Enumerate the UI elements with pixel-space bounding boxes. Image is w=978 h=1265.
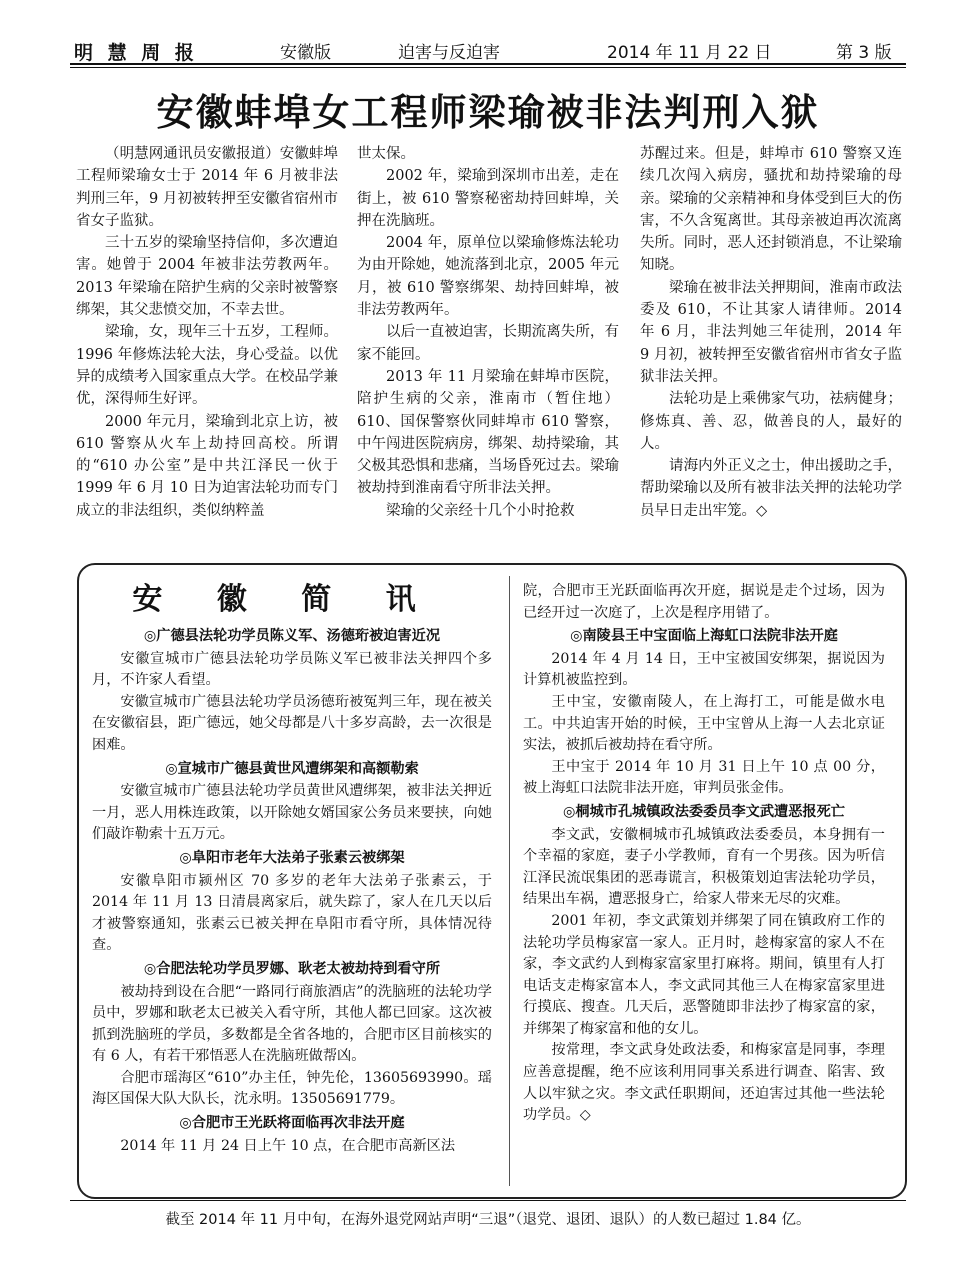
briefs-right-column	[523, 581, 885, 1127]
article-paragraph: 请海内外正义之士，伸出援助之手，帮助梁瑜以及所有被非法关押的法轮功学员早日走出牢笼。◇	[640, 458, 902, 519]
page-number: 第 3 版	[836, 43, 892, 63]
edition-label: 安徽版	[280, 43, 331, 63]
brief-paragraph: 2014 年 11 月 24 日上午 10 点，在合肥市高新区法	[120, 1137, 456, 1154]
brief-paragraph: 2001 年初，李文武策划并绑架了同在镇政府工作的法轮功学员梅家富一家人。正月时，趁梅家富的家人不在家，李文武约人到梅家富家里打麻将。期间，镇里有人打电话支走梅家富本人，李文武同其他三人在梅家富家里进行摸底、搜查。几天后，恶警随即非法抄了梅家富的家，并绑架了梅家富和他的女儿。	[523, 912, 885, 1037]
brief-paragraph: 安徽宣城市广德县法轮功学员陈义军已被非法关押四个多月，不许家人看望。	[92, 650, 492, 689]
brief-headline: ◎桐城市孔城镇政法委委员李文武遭恶报死亡	[563, 803, 845, 820]
article-paragraph: 世太保。	[357, 146, 415, 162]
brief-headline: ◎合肥法轮功学员罗娜、耿老太被劫持到看守所	[143, 960, 441, 977]
article-column-1	[76, 143, 338, 522]
masthead: 明 慧 周 报	[74, 42, 198, 64]
brief-headline: ◎阜阳市老年大法弟子张素云被绑架	[179, 849, 405, 866]
brief-paragraph: 被劫持到设在合肥“一路同行商旅酒店”的洗脑班的法轮功学员中，罗娜和耿老太已被关入看守所，其他人都已回家。这次被抓到洗脑班的学员，多数都是全省各地的，合肥市区目前核实的有 6 人，有若干邪悟恶人在洗脑班做帮凶。	[92, 983, 492, 1065]
brief-paragraph: 院，合肥市王光跃面临再次开庭，据说是走个过场，因为已经开过一次庭了，上次是程序用错了。	[523, 583, 885, 621]
header-rule-thin	[70, 67, 906, 68]
article-paragraph: 梁瑜在被非法关押期间，淮南市政法委及 610，不让其家人请律师。2014 年 6 月，非法判她三年徒刑，2014 年 9 月初，被转押至安徽省宿州市省女子监狱非法关押。	[640, 279, 902, 385]
brief-headline: ◎广德县法轮功学员陈义军、汤德珩被迫害近况	[143, 628, 441, 644]
brief-paragraph: 按常理，李文武身处政法委，和梅家富是同事，李理应善意提醒，绝不应该利用同事关系进行调查、陷害、致人以牢狱之灾。李文武任职期间，还迫害过其他一些法轮功学员。◇	[523, 1042, 885, 1124]
footer-rule	[70, 1200, 906, 1201]
briefs-title: 安 徽 简 讯	[132, 582, 438, 617]
brief-headline: ◎宣城市广德县黄世风遭绑架和高额勒索	[165, 760, 419, 777]
briefs-left-column	[92, 624, 492, 1157]
brief-headline: ◎南陵县王中宝面临上海虹口法院非法开庭	[570, 628, 838, 645]
article-paragraph: 2013 年 11 月梁瑜在蚌埠市医院，陪护生病的父亲，淮南市（暂住地）610、国保警察伙同蚌埠市 610 警察，中午闯进医院病房，绑架、劫持梁瑜，其父极其恐惧和悲痛，当场昏死过去。梁瑜被劫持到淮南看守所非法关押。	[357, 368, 619, 497]
article-paragraph: 法轮功是上乘佛家气功，祛病健身；修炼真、善、忍，做善良的人，最好的人。	[640, 391, 902, 452]
brief-paragraph: 安徽宣城市广德县法轮功学员汤德珩被冤判三年，现在被关在安徽宿县，距广德远，她父母都是八十多岁高龄，去一次很是困难。	[92, 693, 492, 753]
article-paragraph: （明慧网通讯员安徽报道）安徽蚌埠工程师梁瑜女士于 2014 年 6 月被非法判刑三年，9 月初被转押至安徽省宿州市省女子监狱。	[76, 146, 338, 229]
brief-paragraph: 李文武，安徽桐城市孔城镇政法委委员，本身拥有一个幸福的家庭，妻子小学教师，育有一个男孩。因为听信江泽民流氓集团的恶毒谎言，积极策划迫害法轮功学员，结果出车祸，遭恶报身亡，给家人带来无尽的灾难。	[523, 826, 885, 908]
article-column-2	[357, 143, 619, 522]
article-paragraph: 梁瑜，女，现年三十五岁，工程师。1996 年修炼法轮大法，身心受益。以优异的成绩考入国家重点大学。在校品学兼优，深得师生好评。	[76, 324, 338, 408]
article-column-3	[640, 143, 902, 522]
header-rule	[70, 63, 906, 65]
article-paragraph: 三十五岁的梁瑜坚持信仰，多次遭迫害。她曾于 2004 年被非法劳教两年。2013 年梁瑜在陪护生病的父亲时被警察绑架，其父悲愤交加，不幸去世。	[76, 235, 338, 319]
brief-paragraph: 安徽阜阳市颍州区 70 多岁的老年大法弟子张素云，于 2014 年 11 月 13 日清晨离家后，就失踪了，家人在几天以后才被警察通知，张素云已被关押在阜阳市看守所，具体情况待查。	[92, 872, 492, 954]
briefs-divider	[509, 576, 510, 1186]
article-paragraph: 2004 年，原单位以梁瑜修炼法轮功为由开除她，她流落到北京，2005 年元月，被 610 警察绑架、劫持回蚌埠，被非法劳教两年。	[357, 235, 619, 319]
page-header	[70, 38, 906, 64]
brief-paragraph: 王中宝于 2014 年 10 月 31 日上午 10 点 00 分，被上海虹口法院非法开庭，审判员张金伟。	[523, 758, 885, 797]
article-paragraph: 2000 年元月，梁瑜到北京上访，被 610 警察从火车上劫持回高校。所谓的“610 办公室”是中共江泽民一伙于 1999 年 6 月 10 日为迫害法轮功而专门成立的非法组织，类似纳粹盖	[76, 413, 338, 519]
article-paragraph: 苏醒过来。但是，蚌埠市 610 警察又连续几次闯入病房，骚扰和劫持梁瑜的母亲。梁瑜的父亲精神和身体受到巨大的伤害，不久含冤离世。其母亲被迫再次流离失所。同时，恶人还封锁消息，不让梁瑜知晓。	[640, 146, 902, 274]
brief-paragraph: 2014 年 4 月 14 日，王中宝被国安绑架，据说因为计算机被监控到。	[523, 650, 885, 689]
brief-paragraph: 安徽宣城市广德县法轮功学员黄世风遭绑架，被非法关押近一月，恶人用株连政策，以开除她女婿国家公务员来要挟，向她们敲诈勒索十五万元。	[92, 783, 492, 843]
brief-paragraph: 王中宝，安徽南陵人，在上海打工，可能是做水电工。中共迫害开始的时候，王中宝曾从上海一人去北京证实法，被抓后被劫持在看守所。	[523, 693, 885, 754]
article-title: 安徽蚌埠女工程师梁瑜被非法判刑入狱	[156, 91, 820, 134]
brief-headline: ◎合肥市王光跃将面临再次非法开庭	[179, 1115, 405, 1132]
section-label: 迫害与反迫害	[398, 43, 500, 63]
brief-paragraph: 合肥市瑶海区“610”办主任，钟先伦，13605693990。瑶海区国保大队大队长，沈永明。13505691779。	[92, 1069, 492, 1108]
issue-date: 2014 年 11 月 22 日	[607, 43, 772, 63]
article-paragraph: 以后一直被迫害，长期流离失所，有家不能回。	[357, 324, 619, 363]
footer-notice: 截至 2014 年 11 月中旬，在海外退党网站声明“三退”（退党、退团、退队）的人数已超过 1.84 亿。	[165, 1212, 811, 1228]
article-paragraph: 梁瑜的父亲经十几个小时抢救	[386, 502, 575, 519]
article-paragraph: 2002 年，梁瑜到深圳市出差，走在街上，被 610 警察秘密劫持回蚌埠，关押在洗脑班。	[357, 168, 619, 229]
